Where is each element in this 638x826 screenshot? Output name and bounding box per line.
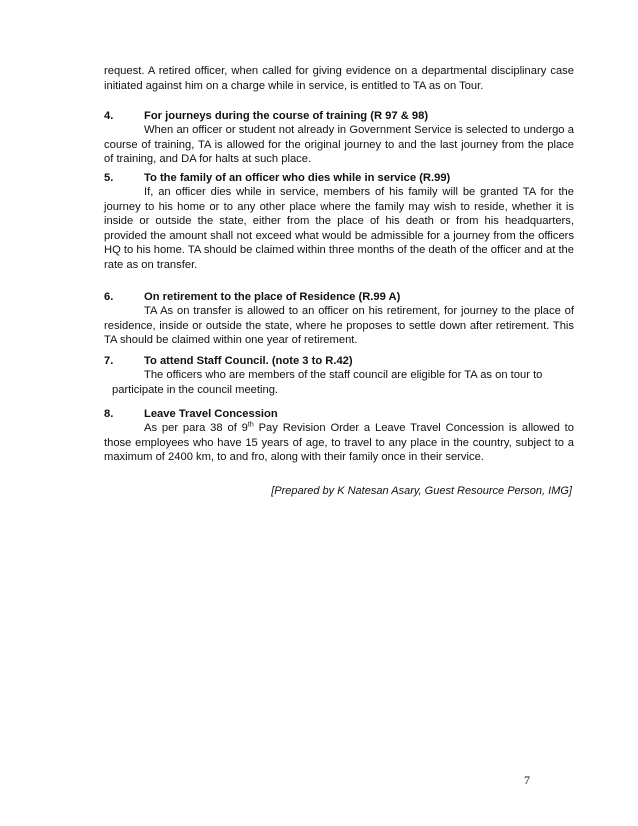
section-6-heading — [104, 290, 574, 305]
section-5-heading — [104, 171, 574, 186]
section-number: 4. — [104, 110, 114, 122]
section-5-body — [104, 185, 574, 273]
section-title: Leave Travel Concession — [144, 408, 278, 420]
section-6-body — [104, 304, 574, 348]
section-body-text: If, an officer dies while in service, members of his family will be granted TA for the journey to his home or to any other place where the family may wish to reside, whether it is inside or outside the state, either from the place of his death or from his headquarters, provided the amount shall not exceed what would be admissible for a journey from the officers HQ to his home. TA should be claimed within three months of the death of the officer and at the rate as on transfer. — [104, 186, 574, 271]
section-4-heading — [104, 109, 574, 124]
intro-paragraph: request. A retired officer, when called for giving evidence on a departmental disciplinary case initiated against him on a charge while in service, is entitled to TA as on Tour. — [104, 65, 574, 92]
page-number: 7 — [524, 773, 530, 787]
section-number: 5. — [104, 172, 114, 184]
section-8-body — [104, 421, 574, 465]
section-title: To the family of an officer who dies while in service (R.99) — [144, 172, 451, 184]
section-8-heading — [104, 407, 574, 422]
section-number: 6. — [104, 291, 114, 303]
section-body-text: When an officer or student not already in Government Service is selected to undergo a course of training, TA is allowed for the original journey to and the last journey from the place of training, and DA for halts at such place. — [104, 124, 574, 166]
credit-line: [Prepared by K Natesan Asary, Guest Resource Person, IMG] — [271, 485, 572, 497]
section-4-body — [104, 123, 574, 167]
ordinal-superscript: th — [247, 421, 254, 429]
section-title: For journeys during the course of training (R 97 & 98) — [144, 110, 429, 122]
section-number: 7. — [104, 355, 114, 367]
section-number: 8. — [104, 408, 114, 420]
section-body-text-a: As per para 38 of 9 — [144, 422, 248, 434]
section-body-text-b: Pay Revision Order a Leave Travel Concession is allowed to those employees who have 15 years of age, to travel to any place in the country, subject to a maximum of 2400 km, to and fro, along with their family once in their service. — [104, 422, 574, 464]
section-title: On retirement to the place of Residence (R.99 A) — [144, 291, 401, 303]
section-body-text: TA As on transfer is allowed to an officer on his retirement, for journey to the place of residence, inside or outside the state, where he proposes to settle down after retirement. This TA should be claimed within one year of retirement. — [104, 305, 574, 347]
section-7-heading — [104, 354, 574, 369]
section-body-text: The officers who are members of the staff council are eligible for TA as on tour to participate in the council meeting. — [112, 369, 543, 396]
section-title: To attend Staff Council. (note 3 to R.42) — [144, 355, 353, 367]
section-7-body — [112, 368, 572, 397]
